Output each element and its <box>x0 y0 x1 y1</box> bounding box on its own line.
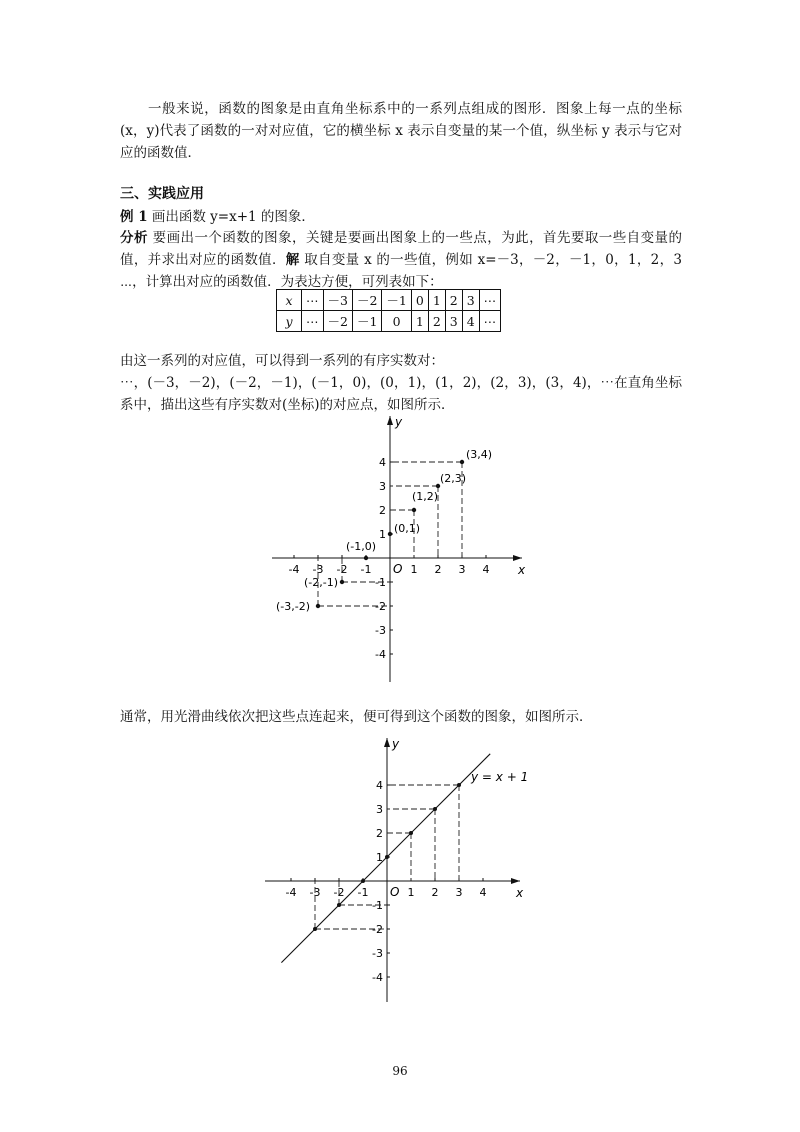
x-axis-label: x <box>518 563 526 577</box>
data-point <box>433 807 437 811</box>
y-tick-label: 2 <box>376 827 383 840</box>
table-cell: 2 <box>428 311 445 332</box>
table-cell: －3 <box>323 290 352 311</box>
values-table <box>276 289 501 332</box>
table-cell: 3 <box>445 311 462 332</box>
x-tick-label: 4 <box>479 886 487 899</box>
table-cell: 1 <box>411 311 428 332</box>
analysis-text: 要画出一个函数的图象，关键是要画出图象上的一些点，为此，首先要取一些自变量的值，并求出对应的函数值． <box>120 230 682 268</box>
data-point-label: (-1,0) <box>346 540 377 553</box>
x-tick-label: 1 <box>407 886 415 899</box>
table-row <box>277 290 501 311</box>
x-tick-label: 4 <box>482 563 490 576</box>
data-point <box>313 927 317 931</box>
y-tick-label: 1 <box>379 528 386 541</box>
table-cell: 0 <box>382 311 411 332</box>
y-tick-label: -4 <box>375 648 386 661</box>
page-number: 96 <box>392 1064 408 1078</box>
x-tick-label: -4 <box>288 563 300 576</box>
pairs-line-1: 由这一系列的对应值，可以得到一系列的有序实数对： <box>120 353 444 369</box>
x-axis-arrow <box>513 555 522 561</box>
x-tick-label: 3 <box>458 563 466 576</box>
function-label: y = x + 1 <box>471 770 529 784</box>
y-tick-label: 3 <box>376 803 383 816</box>
x-tick-label: 1 <box>410 563 418 576</box>
example-label: 例 1 <box>120 209 148 225</box>
y-axis-arrow <box>384 738 390 747</box>
x-tick-label: -3 <box>309 886 321 899</box>
table-row <box>277 311 501 332</box>
y-axis-label: y <box>392 737 400 751</box>
y-tick-label: -3 <box>372 947 383 960</box>
x-tick-label: -1 <box>360 563 372 576</box>
y-tick-label: 3 <box>379 480 386 493</box>
table-cell: －2 <box>323 311 352 332</box>
y-tick-label: 1 <box>376 851 383 864</box>
analysis-label: 分析 <box>120 230 148 246</box>
data-point <box>388 532 392 536</box>
table-cell: 1 <box>428 290 445 311</box>
x-tick-label: -1 <box>357 886 369 899</box>
data-point-label: (2,3) <box>440 472 467 485</box>
intro-paragraph: 一般来说，函数的图象是由直角坐标系中的一系列点组成的图形．图象上每一点的坐标(x，y)代表了函数的一对对应值，它的横坐标 x 表示自变量的某一个值，纵坐标 y 表示与它对应的函数值． <box>120 101 682 161</box>
y-tick-label: -4 <box>372 971 383 984</box>
table-cell: －1 <box>382 290 411 311</box>
data-point <box>364 556 368 560</box>
table-cell: ⋯ <box>479 311 501 332</box>
data-point <box>385 855 389 859</box>
x-axis-label: x <box>516 886 524 900</box>
y-tick-label: -2 <box>375 600 386 613</box>
y-axis-arrow <box>387 416 393 425</box>
y-axis-label: y <box>395 415 403 429</box>
x-tick-label: -4 <box>285 886 297 899</box>
pairs-line-2: ⋯，(－3，－2)，(－2，－1)，(－1，0)，(0，1)，(1，2)，(2，3)，(3，4)，⋯在直角坐标系中，描出这些有序实数对(坐标)的对应点，如图所示． <box>120 375 682 413</box>
solution-label: 解 <box>285 252 300 268</box>
data-point <box>361 879 365 883</box>
table-row-variable: y <box>277 311 302 332</box>
x-axis-arrow <box>511 878 520 884</box>
analysis-paragraph <box>120 227 682 293</box>
data-point <box>340 580 344 584</box>
data-point-label: (1,2) <box>412 490 439 503</box>
data-point-label: (-2,-1) <box>304 576 339 589</box>
data-point <box>460 460 464 464</box>
data-point-label: (3,4) <box>466 448 493 461</box>
solution-text: 取自变量 x 的一些值，例如 x=－3，－2，－1，0，1，2，3 ⋯，计算出对应的函数值．为表达方便，可列表如下： <box>120 252 682 290</box>
points-chart <box>270 410 530 685</box>
y-tick-label: -2 <box>372 923 383 936</box>
origin-label: O <box>393 562 403 576</box>
data-point <box>316 604 320 608</box>
data-point <box>409 831 413 835</box>
data-point <box>412 508 416 512</box>
x-tick-label: 2 <box>434 563 442 576</box>
y-tick-label: 4 <box>379 456 386 469</box>
data-point-label: (-3,-2) <box>276 600 311 613</box>
table-cell: －1 <box>352 311 381 332</box>
table-cell: 3 <box>462 290 479 311</box>
pairs-paragraph <box>120 350 682 416</box>
table-cell: ⋯ <box>479 290 501 311</box>
x-tick-label: -2 <box>336 563 348 576</box>
example-text: 画出函数 y=x+1 的图象． <box>151 209 315 225</box>
y-tick-label: -1 <box>372 899 383 912</box>
origin-label: O <box>390 885 400 899</box>
table-cell: 2 <box>445 290 462 311</box>
table-cell: －2 <box>352 290 381 311</box>
y-tick-label: 4 <box>376 779 383 792</box>
data-point-label: (0,1) <box>394 522 421 535</box>
y-tick-label: -1 <box>375 576 386 589</box>
y-tick-label: 2 <box>379 504 386 517</box>
table-cell: ⋯ <box>302 290 324 311</box>
table-cell: ⋯ <box>302 311 324 332</box>
x-tick-label: -2 <box>333 886 345 899</box>
line-chart <box>262 730 530 1005</box>
section-heading: 三、实践应用 <box>120 186 204 202</box>
data-point <box>337 903 341 907</box>
data-point <box>457 783 461 787</box>
x-tick-label: -3 <box>312 563 324 576</box>
table-row-variable: x <box>277 290 302 311</box>
y-tick-label: -3 <box>375 624 386 637</box>
x-tick-label: 3 <box>455 886 463 899</box>
x-tick-label: 2 <box>431 886 439 899</box>
curve-paragraph: 通常，用光滑曲线依次把这些点连起来，便可得到这个函数的图象，如图所示． <box>120 709 593 725</box>
table-cell: 4 <box>462 311 479 332</box>
example-line <box>120 205 315 225</box>
table-cell: 0 <box>411 290 428 311</box>
